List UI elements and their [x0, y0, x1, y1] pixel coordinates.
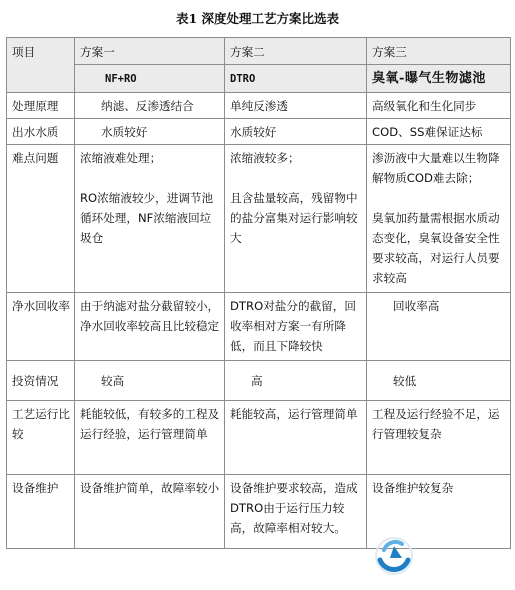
table-row	[7, 93, 511, 119]
header-plan-1: 方案一	[75, 38, 225, 65]
cell-plan-2: 耗能较高，运行管理简单	[225, 401, 367, 475]
cell-plan-3: 较低	[367, 361, 511, 401]
cell-plan-3: COD、SS难保证达标	[367, 119, 511, 145]
cell-plan-1: 水质较好	[75, 119, 225, 145]
cell-plan-1: 耗能较低，有较多的工程及运行经验，运行管理简单	[75, 401, 225, 475]
cell-plan-1: 设备维护简单，故障率较小	[75, 475, 225, 549]
tech-plan-3: 臭氧-曝气生物滤池	[372, 71, 486, 86]
table-row	[7, 361, 511, 401]
row-label: 出水水质	[7, 119, 75, 145]
cell-plan-2: 浓缩液较多； 且含盐量较高，残留物中的盐分富集对运行影响较大	[225, 145, 367, 293]
row-label: 处理原理	[7, 93, 75, 119]
cell-plan-2: 水质较好	[225, 119, 367, 145]
header-plan-3: 方案三	[367, 38, 511, 65]
tech-plan-1: NF+RO	[105, 73, 137, 85]
cell-plan-3: 渗沥液中大量难以生物降解物质COD难去除； 臭氧加药量需根据水质动态变化，臭氧设备安全性要求较高，对运行人员要求较高	[367, 145, 511, 293]
cell-plan-3: 回收率高	[367, 293, 511, 361]
row-label: 设备维护	[7, 475, 75, 549]
cell-plan-3: 设备维护较复杂	[367, 475, 511, 549]
header-plan-2: 方案二	[225, 38, 367, 65]
table-row	[7, 475, 511, 549]
cell-plan-1: 较高	[75, 361, 225, 401]
row-label: 难点问题	[7, 145, 75, 293]
table-title: 表1 深度处理工艺方案比选表	[175, 11, 340, 26]
cell-plan-2: 设备维护要求较高，造成DTRO由于运行压力较高，故障率相对较大。	[225, 475, 367, 549]
header-item: 项目	[7, 38, 75, 93]
cell-plan-1: 纳滤、反渗透结合	[75, 93, 225, 119]
table-row	[7, 145, 511, 293]
cell-plan-2: DTRO对盐分的截留，回收率相对方案一有所降低，而且下降较快	[225, 293, 367, 361]
table-row	[7, 119, 511, 145]
row-label: 净水回收率	[7, 293, 75, 361]
cell-plan-2: 高	[225, 361, 367, 401]
company-logo-icon	[372, 534, 416, 578]
cell-plan-2: 单纯反渗透	[225, 93, 367, 119]
table-row	[7, 293, 511, 361]
row-label: 投资情况	[7, 361, 75, 401]
table-header-row	[7, 38, 511, 65]
tech-plan-2: DTRO	[230, 73, 256, 85]
cell-plan-3: 工程及运行经验不足，运行管理较复杂	[367, 401, 511, 475]
table-row	[7, 401, 511, 475]
cell-plan-3: 高级氧化和生化同步	[367, 93, 511, 119]
row-label: 工艺运行比较	[7, 401, 75, 475]
tech-row	[7, 65, 511, 93]
cell-plan-1: 由于纳滤对盐分截留较小，净水回收率较高且比较稳定	[75, 293, 225, 361]
comparison-table	[6, 37, 511, 549]
cell-plan-1: 浓缩液难处理； RO浓缩液较少，进调节池循环处理，NF浓缩液回垃圾仓	[75, 145, 225, 293]
